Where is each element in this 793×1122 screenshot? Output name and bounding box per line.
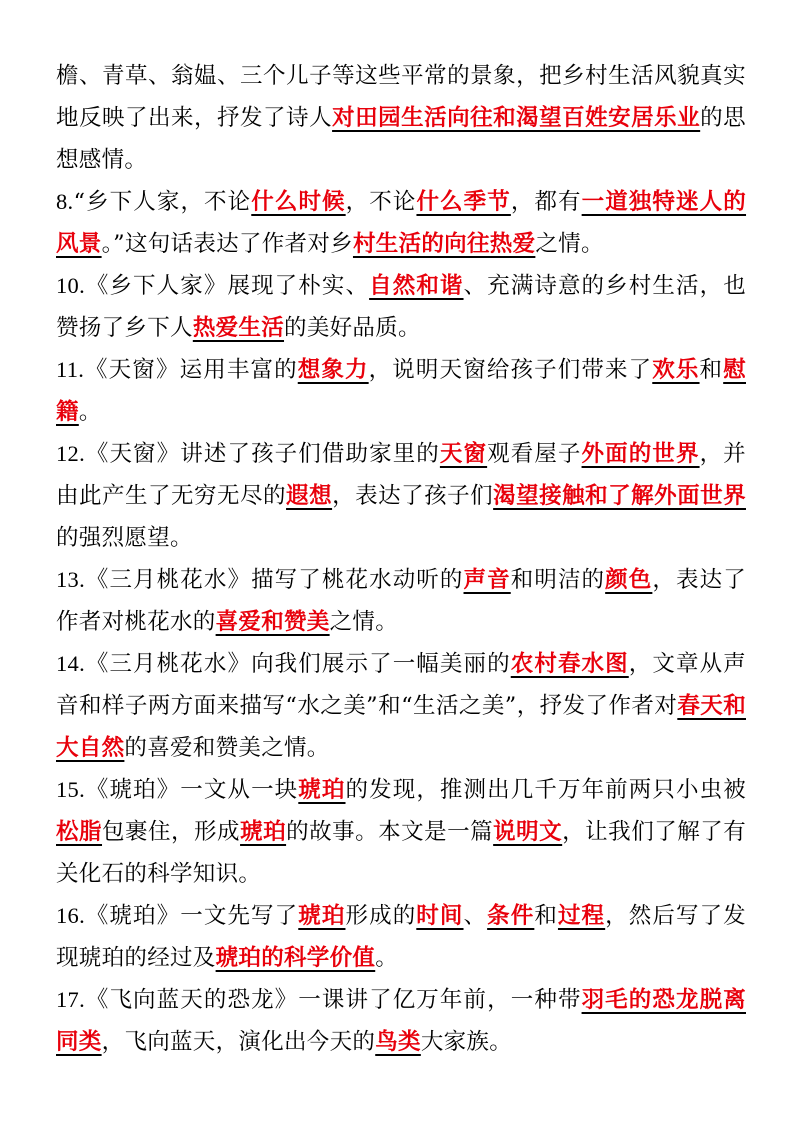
answer-highlight: 欢乐 [652,357,700,383]
item-number: 17. [56,987,86,1012]
item-text: 的喜爱和赞美之情。 [124,735,330,761]
item-text: 。”这句话表达了作者对乡 [101,231,353,257]
item-text: ，飞向蓝天，演化出今天的 [101,1029,376,1055]
item-text: ，并由此产生了无穷无尽的 [56,441,746,509]
answer-highlight: 遐想 [286,483,333,509]
item-text: 的美好品质。 [284,315,421,341]
item-text: 包裹住，形成 [102,819,241,845]
item-text: 。 [375,945,399,971]
item-text: 的发现，推测出几千万年前两只小虫被 [345,777,747,803]
item-text: 《琥珀》一文先写了 [85,903,299,929]
answer-highlight: 琥珀 [298,903,346,929]
answer-highlight: 自然和谐 [369,273,464,299]
item-text: 的故事。本文是一篇 [286,819,494,845]
item-text: 大家族。 [420,1029,513,1055]
answer-highlight: 一道独特迷人的风景 [56,189,747,257]
item-text: ，表达了孩子们 [332,483,494,509]
answer-highlight: 对田园生活向往和渴望百姓安居乐业 [332,105,701,131]
answer-highlight: 春天和大自然 [56,693,746,761]
item-text: ，表达了作者对桃花水的 [56,567,746,635]
list-item [56,265,746,349]
item-number: 11. [56,357,85,382]
item-text: 、 [463,903,488,929]
answer-highlight: 鸟类 [375,1029,421,1055]
answer-highlight: 想象力 [297,357,369,383]
item-text: ，说明天窗给孩子们带来了 [368,357,653,383]
answer-highlight: 过程 [557,903,606,929]
answer-highlight: 渴望接触和了解外面世界 [493,483,746,509]
answer-highlight: 村生活的向往热爱 [352,231,536,257]
item-text: 和 [534,903,558,929]
item-text: 。 [78,399,102,425]
answer-highlight: 外面的世界 [581,441,700,467]
list-item [56,433,746,559]
item-text: 、充满诗意的乡村生活，也赞扬了乡下人 [56,273,746,341]
item-text: 《三月桃花水》向我们展示了一幅美丽的 [85,651,511,677]
answer-highlight: 热爱生活 [192,315,285,341]
item-text: 《三月桃花水》描写了桃花水动听的 [85,567,464,593]
item-number: 16. [56,903,86,928]
item-text: 之情。 [535,231,604,257]
item-text: 的强烈愿望。 [56,525,193,551]
item-text: ，然后写了发现琥珀的经过及 [56,903,746,971]
answer-highlight: 琥珀 [298,777,346,803]
answer-highlight: 颜色 [605,567,653,593]
list-item [56,979,746,1063]
item-text: 形成的 [345,903,417,929]
answer-highlight: 说明文 [493,819,563,845]
answer-highlight: 农村春水图 [510,651,629,677]
item-text: ，都有 [510,189,582,215]
list-item [56,349,746,433]
item-text: “乡下人家，不论 [73,189,252,215]
list-item [56,181,746,265]
item-text: ，让我们了解了有关化石的科学知识。 [56,819,747,887]
item-text: 《飞向蓝天的恐龙》一课讲了亿万年前，一种带 [85,987,582,1013]
answer-highlight: 条件 [487,903,535,929]
item-number: 14. [56,651,86,676]
answer-highlight: 慰籍 [56,357,746,425]
list-item [56,895,746,979]
item-text: ，文章从声音和样子两方面来描写“水之美”和“生活之美”，抒发了作者对 [56,651,746,719]
list-item [56,559,746,643]
item-text: 《天窗》讲述了孩子们借助家里的 [85,441,440,467]
answer-highlight: 什么季节 [416,189,511,215]
answer-highlight: 天窗 [439,441,488,467]
item-text: 《琥珀》一文从一块 [85,777,299,803]
answer-highlight: 声音 [463,567,511,593]
answer-highlight: 羽毛的恐龙脱离同类 [56,987,746,1055]
list-item [56,643,746,769]
item-text: 和 [699,357,724,383]
document-page [56,55,746,1063]
item-text: 之情。 [329,609,399,635]
item-text: 和明洁的 [510,567,606,593]
item-text: 《天窗》运用丰富的 [84,357,298,383]
answer-highlight: 松脂 [56,819,103,845]
item-number: 12. [56,441,86,466]
list-item [56,55,746,181]
item-number: 15. [56,777,86,802]
item-text: 观看屋子 [487,441,582,467]
item-text: ，不论 [345,189,417,215]
item-text: 的思想感情。 [56,105,746,173]
item-number: 13. [56,567,86,592]
answer-highlight: 琥珀的科学价值 [215,945,376,971]
answer-highlight: 琥珀 [240,819,287,845]
answer-highlight: 时间 [416,903,464,929]
answer-highlight: 喜爱和赞美 [215,609,330,635]
item-text: 檐、青草、翁媪、三个儿子等这些平常的景象，把乡村生活风貌真实地反映了出来，抒发了诗人 [56,63,746,131]
answer-highlight: 什么时候 [251,189,346,215]
item-text: 《乡下人家》展现了朴实、 [85,273,370,299]
list-item [56,769,746,895]
item-number: 8. [56,189,74,214]
item-number: 10. [56,273,86,298]
